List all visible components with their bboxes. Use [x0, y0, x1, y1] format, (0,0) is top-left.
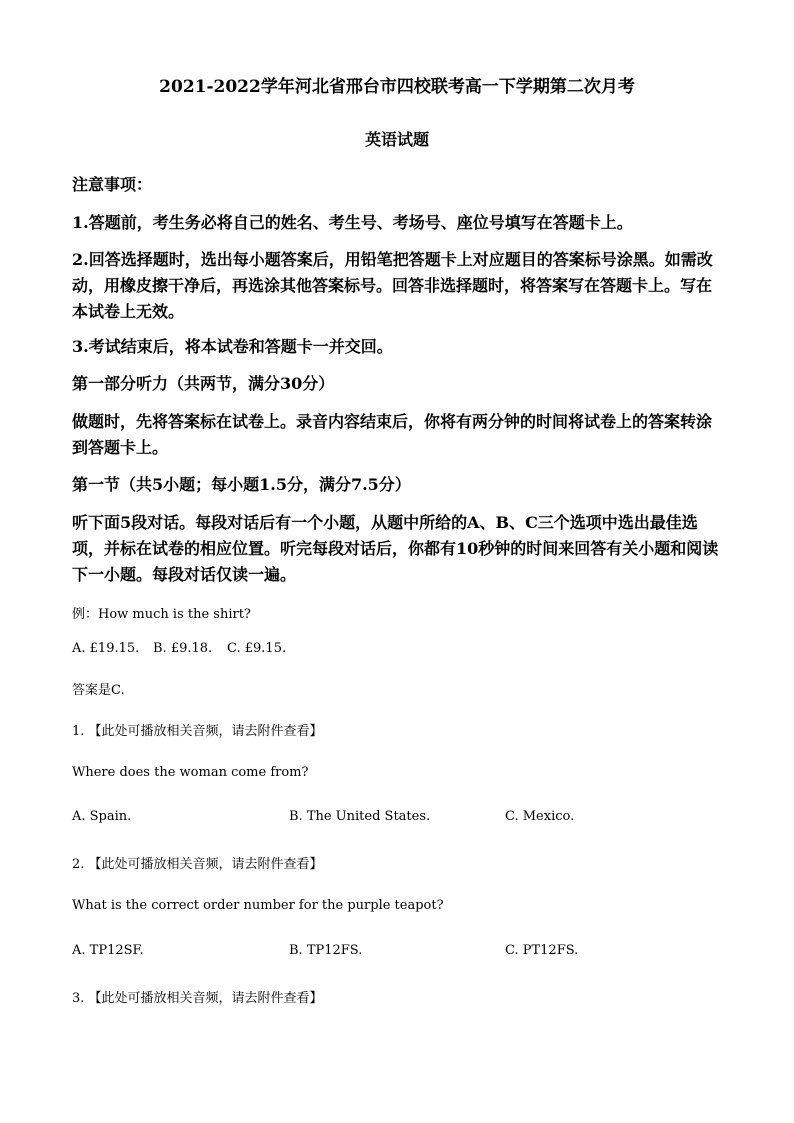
question-1-text: Where does the woman come from?: [72, 765, 309, 780]
section1-heading: 第一节（共5小题；每小题1.5分，满分7.5分）: [72, 475, 411, 494]
question-2-text: What is the correct order number for the purple teapot?: [72, 898, 444, 913]
question-1-option-b: B. The United States.: [289, 809, 431, 824]
question-2-option-a: A. TP12SF.: [72, 943, 144, 958]
notes-item-1: 1.答题前，考生务必将自己的姓名、考生号、考场号、座位号填写在答题卡上。: [72, 213, 633, 232]
example-option-b: B. £9.18.: [153, 641, 213, 656]
exam-subtitle: 英语试题: [364, 130, 429, 149]
example-option-a: A. £19.15.: [72, 641, 140, 656]
example-answer: 答案是C.: [72, 683, 125, 698]
notes-item-3: 3.考试结束后，将本试卷和答题卡一并交回。: [72, 337, 393, 356]
question-2-option-b: B. TP12FS.: [289, 943, 363, 958]
question-3-label: 3. 【此处可播放相关音频，请去附件查看】: [72, 991, 323, 1006]
notes-item-2: 2.回答选择题时，选出每小题答案后，用铅笔把答题卡上对应题目的答案标号涂黑。如需改动，用橡皮擦干净后，再选涂其他答案标号。回答非选择题时，将答案写在答题卡上。写在本试卷上无效。: [72, 250, 713, 321]
example-option-c: C. £9.15.: [227, 641, 287, 656]
question-2-option-c: C. PT12FS.: [505, 943, 579, 958]
part1-heading: 第一部分听力（共两节，满分30分）: [72, 374, 335, 393]
section1-instruction: 听下面5段对话。每段对话后有一个小题，从题中所给的A、B、C三个选项中选出最佳选项，并标在试卷的相应位置。听完每段对话后，你都有10秒钟的时间来回答有关小题和阅读下一小题。每段对话仅读一遍。: [72, 513, 719, 584]
notes-heading: 注意事项：: [72, 175, 153, 194]
part1-instruction: 做题时，先将答案标在试卷上。录音内容结束后，你将有两分钟的时间将试卷上的答案转涂到答题卡上。: [72, 412, 713, 457]
question-1-label: 1. 【此处可播放相关音频，请去附件查看】: [72, 724, 323, 739]
exam-title: 2021-2022学年河北省邢台市四校联考高一下学期第二次月考: [159, 77, 635, 97]
question-2-label: 2. 【此处可播放相关音频，请去附件查看】: [72, 857, 323, 872]
example-question: 例：How much is the shirt?: [72, 607, 251, 622]
question-1-option-c: C. Mexico.: [505, 809, 575, 824]
question-1-option-a: A. Spain.: [72, 809, 132, 824]
